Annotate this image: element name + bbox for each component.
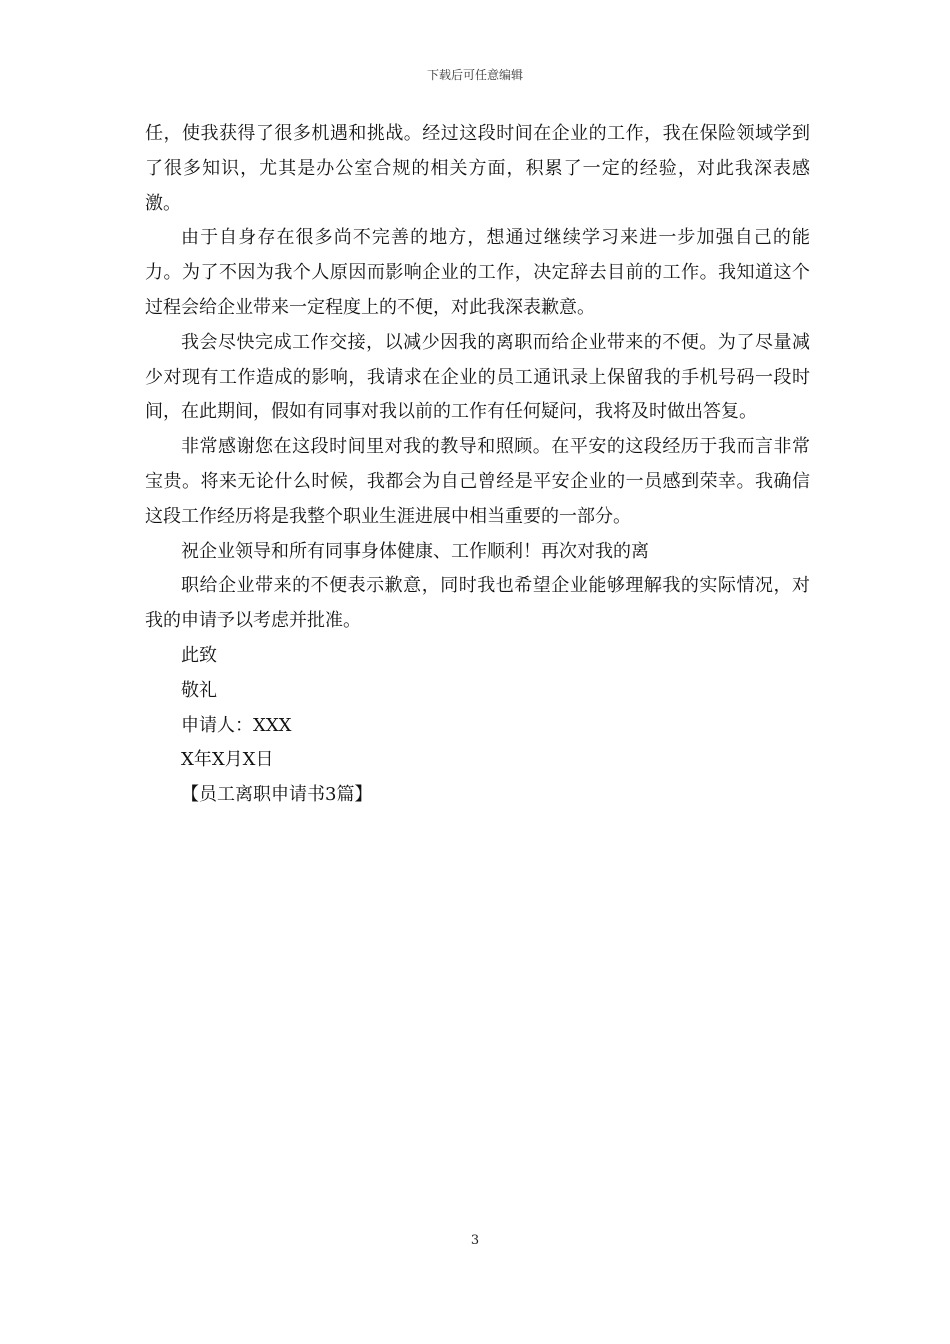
paragraph-handover: 我会尽快完成工作交接，以减少因我的离职而给企业带来的不便。为了尽量减少对现有工作造成的影响，我请求在企业的员工通讯录上保留我的手机号码一段时间，在此期间，假如有同事对我以前的工作有任何疑问，我将及时做出答复。	[145, 331, 810, 423]
paragraph-apology: 职给企业带来的不便表示歉意，同时我也希望企业能够理解我的实际情况，对我的申请予以考虑并批准。	[145, 575, 810, 632]
page-number: 3	[470, 1233, 480, 1248]
paragraph-continued: 任，使我获得了很多机遇和挑战。经过这段时间在企业的工作，我在保险领域学到了很多知识，尤其是办公室合规的相关方面，积累了一定的经验，对此我深表感激。	[145, 123, 810, 214]
page-header: 下载后可任意编辑	[426, 68, 523, 82]
paragraph-reason: 由于自身存在很多尚不完善的地方，想通过继续学习来进一步加强自己的能力。为了不因为我个人原因而影响企业的工作，决定辞去目前的工作。我知道这个过程会给企业带来一定程度上的不便，对此我深表歉意。	[145, 227, 810, 318]
applicant-line: 申请人：XXX	[181, 714, 292, 736]
paragraph-wishes: 祝企业领导和所有同事身体健康、工作顺利！再次对我的离	[181, 540, 649, 562]
date-line: X年X月X日	[181, 749, 274, 771]
closing-line: 此致	[181, 644, 217, 666]
salute-line: 敬礼	[181, 679, 217, 701]
paragraph-thanks: 非常感谢您在这段时间里对我的教导和照顾。在平安的这段经历于我而言非常宝贵。将来无论什么时候，我都会为自己曾经是平安企业的一员感到荣幸。我确信这段工作经历将是我整个职业生涯进展中相当重要的一部分。	[145, 436, 810, 527]
document-body	[145, 117, 810, 813]
series-title: 【员工离职申请书3篇】	[181, 784, 373, 806]
